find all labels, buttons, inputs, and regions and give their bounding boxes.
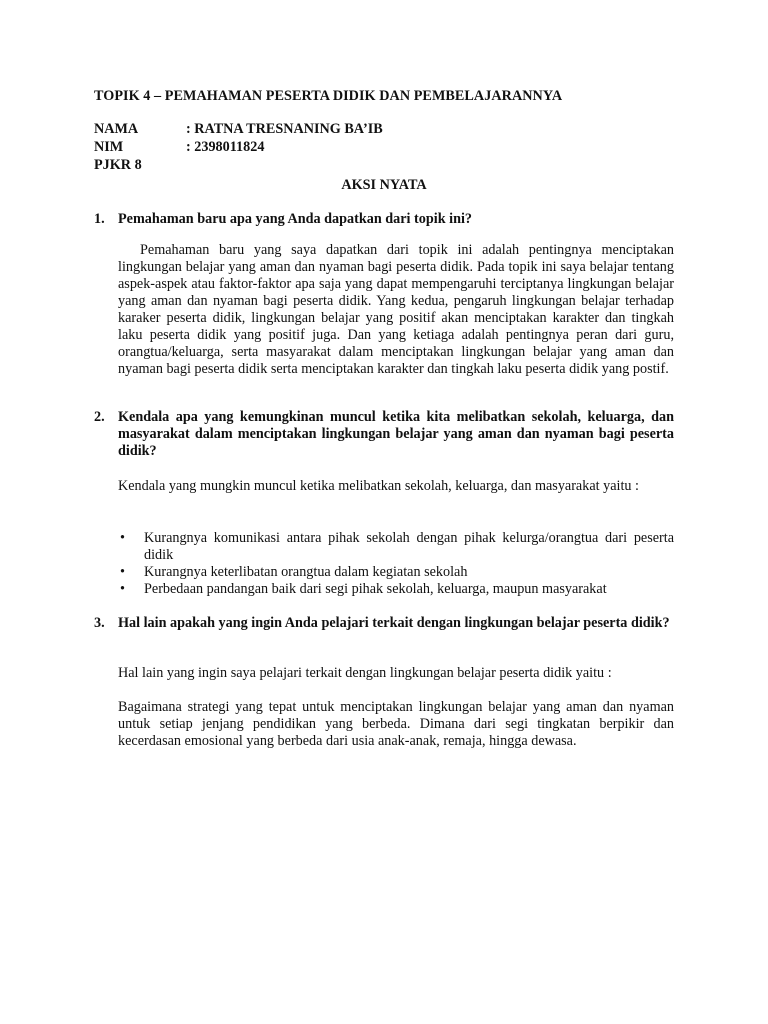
question-number: 1. <box>94 211 105 227</box>
nama-label: NAMA <box>94 121 139 137</box>
nim-label: NIM <box>94 139 124 155</box>
class-label: PJKR 8 <box>94 157 142 173</box>
question-text: Pemahaman baru apa yang Anda dapatkan dari topik ini? <box>118 211 472 227</box>
kendala-list <box>118 530 674 598</box>
question-2 <box>94 409 674 460</box>
document-title: TOPIK 4 – PEMAHAMAN PESERTA DIDIK DAN PEMBELAJARANNYA <box>94 88 563 104</box>
bullet-icon: • <box>120 564 125 580</box>
section-title: AKSI NYATA <box>341 177 427 193</box>
nama-value: : RATNA TRESNANING BA’IB <box>186 121 383 137</box>
list-item: • Kurangnya komunikasi antara pihak sekolah dengan pihak kelurga/orangtua dari peserta didik <box>120 530 674 563</box>
answer-3: Bagaimana strategi yang tepat untuk menciptakan lingkungan belajar yang aman dan nyaman untuk setiap jenjang pendidikan yang berbeda. Dimana dari segi tingkatan berpikir dan kecerdasan emosional yang berbeda dari usia anak-anak, remaja, hingga dewasa. <box>118 699 674 749</box>
list-item: • Kurangnya keterlibatan orangtua dalam kegiatan sekolah <box>120 564 468 580</box>
answer-2-intro: Kendala yang mungkin muncul ketika melibatkan sekolah, keluarga, dan masyarakat yaitu : <box>118 478 639 494</box>
bullet-icon: • <box>120 581 125 597</box>
question-1 <box>94 211 674 228</box>
list-item: • Perbedaan pandangan baik dari segi pihak sekolah, keluarga, maupun masyarakat <box>120 581 607 597</box>
nim-row <box>94 139 264 156</box>
bullet-icon: • <box>120 530 125 546</box>
answer-1: Pemahaman baru yang saya dapatkan dari topik ini adalah pentingnya menciptakan lingkungan belajar yang aman dan nyaman bagi peserta didik. Pada topik ini saya belajar tentang aspek-aspek atau faktor-faktor apa saja yang dapat mempengaruhi terciptanya lingkungan belajar yang aman dan nyaman bagi peserta didik. Yang kedua, pengaruh lingkungan belajar terhadap karaker peserta didik, lingkungan belajar yang positif akan menciptakan karakter dan tingkah laku peserta didik yang positif juga. Dan yang ketiaga adalah pentingnya peran dari guru, orangtua/keluarga, serta masyarakat dalam menciptakan lingkungan belajar yang aman dan nyaman bagi peserta didik serta menciptakan karakter dan tingkah laku peserta didik yang postif. <box>118 242 674 377</box>
nim-value: : 2398011824 <box>186 139 265 155</box>
answer-3-intro: Hal lain yang ingin saya pelajari terkait dengan lingkungan belajar peserta didik yaitu : <box>118 665 612 681</box>
question-text: Kendala apa yang kemungkinan muncul ketika kita melibatkan sekolah, keluarga, dan masyarakat dalam menciptakan lingkungan belajar yang aman dan nyaman bagi peserta didik? <box>118 409 674 459</box>
question-3 <box>94 615 674 632</box>
class-row <box>94 157 142 174</box>
question-text: Hal lain apakah yang ingin Anda pelajari terkait dengan lingkungan belajar peserta didik? <box>118 615 670 631</box>
question-number: 3. <box>94 615 105 631</box>
question-number: 2. <box>94 409 105 425</box>
nama-row <box>94 121 383 138</box>
